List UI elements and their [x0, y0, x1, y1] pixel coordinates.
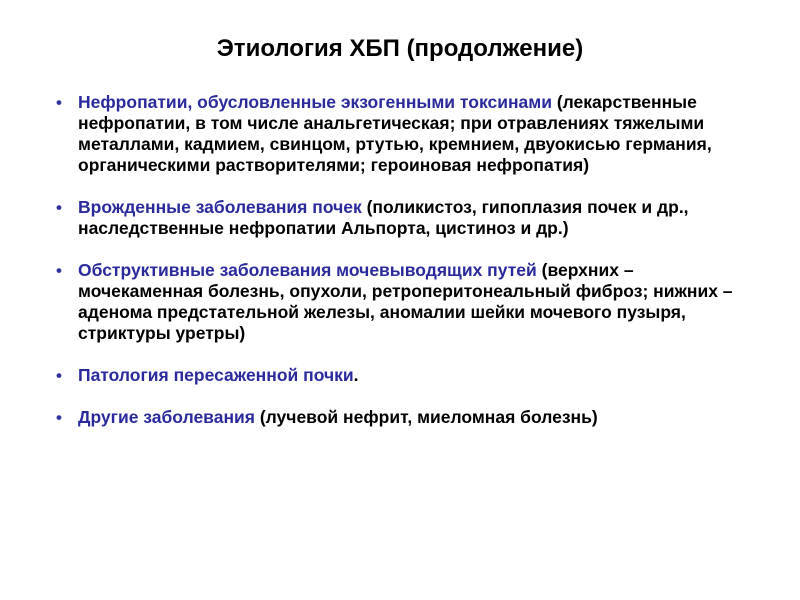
bullet-item-congenital	[56, 197, 756, 239]
bullet-lead-text: Другие заболевания	[78, 407, 255, 427]
bullet-item-transplant	[56, 365, 756, 386]
bullet-lead-text: Врожденные заболевания почек	[78, 197, 362, 217]
bullet-lead-text: Обструктивные заболевания мочевыводящих путей	[78, 260, 537, 280]
bullet-detail-text: (лучевой нефрит, миеломная болезнь)	[254, 407, 598, 427]
bullet-list	[56, 92, 756, 428]
bullet-detail-text: (верхних – мочекаменная болезнь, опухоли, ретроперитонеальный фиброз; нижних – аденома предстательной железы, аномалии шейки мочевого пузыря, стриктуры уретры)	[78, 260, 733, 343]
bullet-detail-text: (лекарственные нефропатии, в том числе анальгетическая; при отравлениях тяжелыми металлами, кадмием, свинцом, ртутью, кремнием, двуокисью германия, органическими растворителями; героиновая нефропатия)	[78, 92, 712, 175]
bullet-icon: •	[56, 366, 62, 385]
bullet-detail-text: .	[353, 365, 359, 385]
bullet-lead-text: Патология пересаженной почки	[78, 365, 354, 385]
bullet-icon: •	[56, 261, 62, 280]
bullet-item-other	[56, 407, 756, 428]
slide-title: Этиология ХБП (продолжение)	[216, 35, 584, 62]
bullet-detail-text: (поликистоз, гипоплазия почек и др., наследственные нефропатии Альпорта, цистиноз и др.)	[78, 197, 689, 238]
bullet-icon: •	[56, 93, 62, 112]
bullet-icon: •	[56, 198, 62, 217]
bullet-item-exogenous-toxins	[56, 92, 756, 176]
bullet-item-obstructive	[56, 260, 756, 344]
bullet-lead-text: Нефропатии, обусловленные экзогенными токсинами	[78, 92, 552, 112]
bullet-icon: •	[56, 408, 62, 427]
